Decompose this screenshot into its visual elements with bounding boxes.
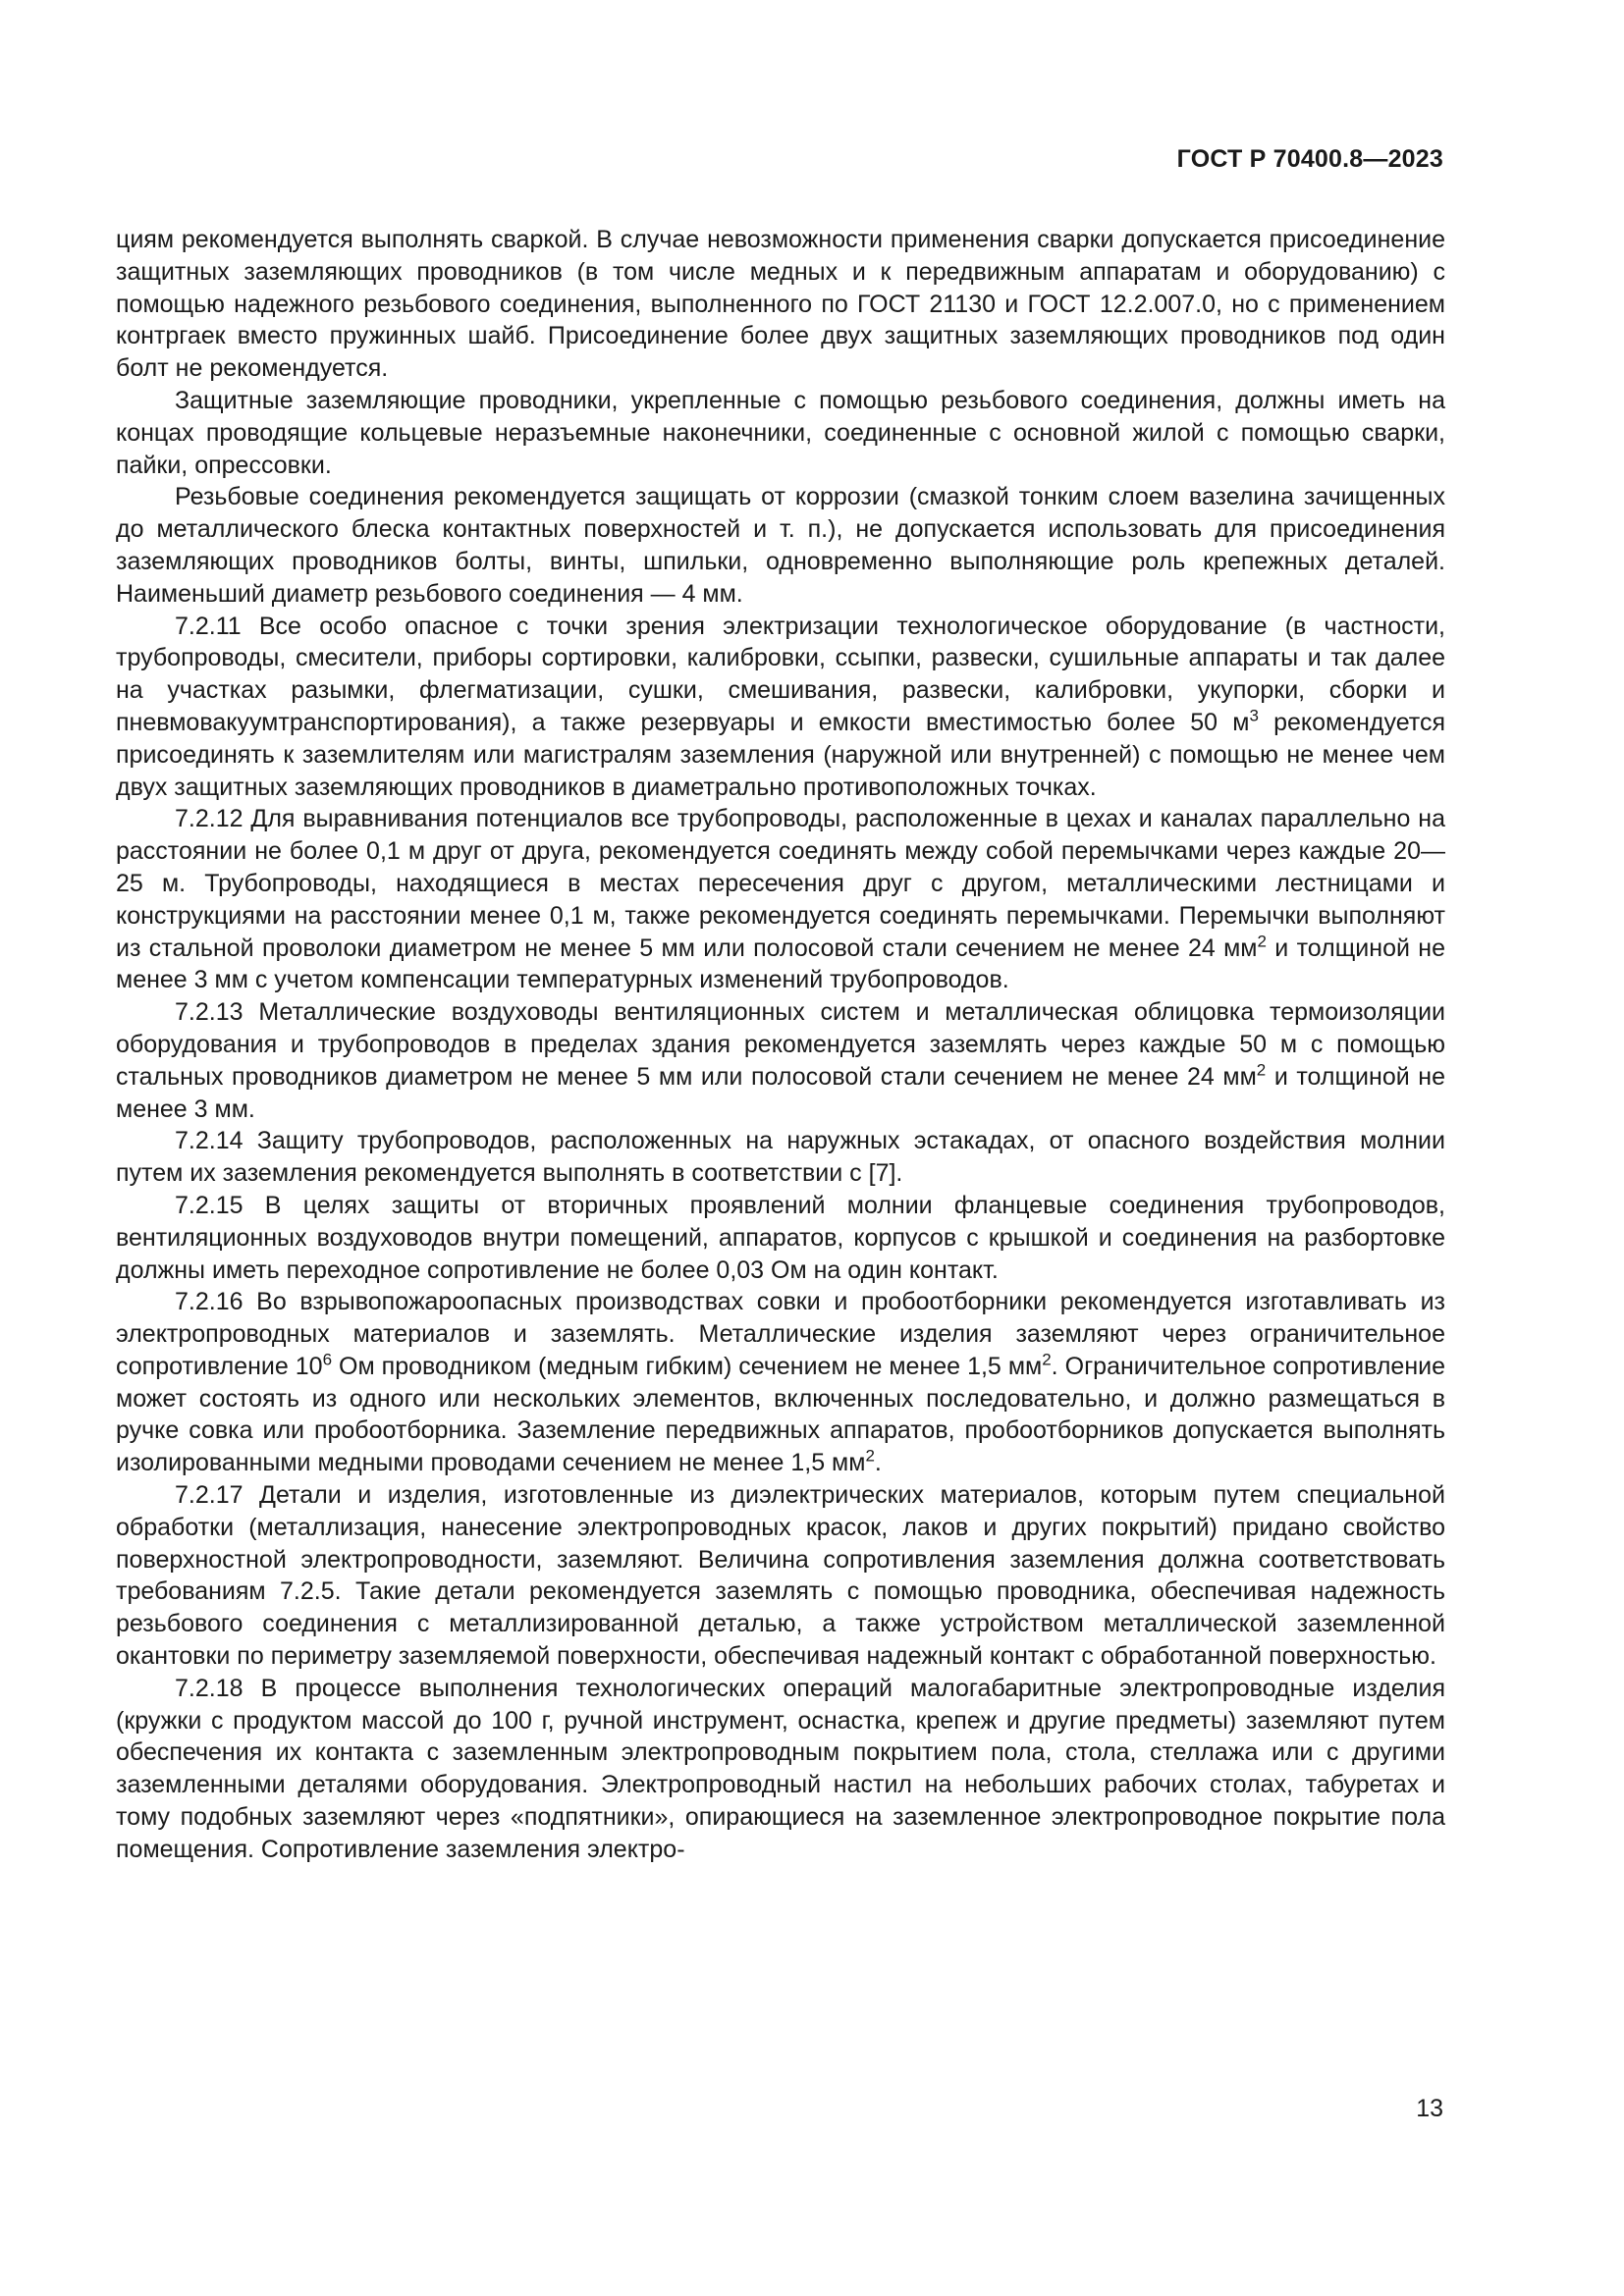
clause-7-2-12: 7.2.12 Для выравнивания потенциалов все трубопроводы, расположенные в цехах и каналах параллельно на расстоянии не более 0,1 м друг от друга, рекомендуется соединять между собой перемычками через каждые 20—25 м. Трубопроводы, находящиеся в местах пересечения друг с другом, металлическими лестницами и конструкциями на расстоянии менее 0,1 м, также рекомендуется соединять перемычками. Перемычки выполняют из стальной проволоки диаметром не менее 5 мм или полосовой стали сечением не менее 24 $мм^2$ и толщиной не менее 3 мм с учетом компенсации температурных изменений трубопроводов.: [116, 805, 1445, 994]
page-number: 13: [1416, 2095, 1443, 2122]
clause-7-2-16: 7.2.16 Во взрывопожароопасных производствах совки и пробоотборники рекомендуется изготавливать из электропроводных материалов и заземлять. Металлические изделия заземляют через ограничительное сопротивление $10^6$ Ом проводником (медным гибким) сечением не менее 1,5 $мм^2$. Ограничительное сопротивление может состоять из одного или нескольких элементов, включенных последовательно, и должно размещаться в ручке совка или пробоотборника. Заземление передвижных аппаратов, пробоотборников допускается выполнять изолированными медными проводами сечением не менее 1,5 $мм^2$.: [116, 1288, 1445, 1477]
clause-7-2-18: 7.2.18 В процессе выполнения технологических операций малогабаритные электропроводные изделия (кружки с продуктом массой до 100 г, ручной инструмент, оснастка, крепеж и другие предметы) заземляют путем обеспечения их контакта с заземленным электропроводным покрытием пола, стола, стеллажа или с другими заземленными деталями оборудования. Электропроводный настил на небольших рабочих столах, табуретах и тому подобных заземляют через «подпятники», опирающиеся на заземленное электропроводное покрытие пола помещения. Сопротивление заземления электро-: [116, 1674, 1445, 1863]
document-header: ГОСТ Р 70400.8—2023: [1176, 145, 1443, 173]
paragraph-protective-conductors: Защитные заземляющие проводники, укрепленные с помощью резьбового соединения, должны иметь на концах проводящие кольцевые неразъемные наконечники, соединенные с основной жилой с помощью сварки, пайки, опрессовки.: [116, 386, 1445, 479]
paragraph-continuation: циям рекомендуется выполнять сваркой. В случае невозможности применения сварки допускается присоединение защитных заземляющих проводников (в том числе медных и к передвижным аппаратам и оборудованию) с помощью надежного резьбового соединения, выполненного по ГОСТ 21130 и ГОСТ 12.2.007.0, но с применением контргаек вместо пружинных шайб. Присоединение более двух защитных заземляющих проводников под один болт не рекомендуется.: [116, 226, 1445, 383]
clause-7-2-14: 7.2.14 Защиту трубопроводов, расположенных на наружных эстакадах, от опасного воздействия молнии путем их заземления рекомендуется выполнять в соответствии с [7].: [116, 1127, 1445, 1188]
clause-7-2-13: 7.2.13 Металлические воздуховоды вентиляционных систем и металлическая облицовка термоизоляции оборудования и трубопроводов в пределах здания рекомендуется заземлять через каждые 50 м с помощью стальных проводников диаметром не менее 5 мм или полосовой стали сечением не менее 24 $мм^2$ и толщиной не менее 3 мм.: [116, 998, 1445, 1123]
clause-7-2-11: 7.2.11 Все особо опасное с точки зрения электризации технологическое оборудование (в частности, трубопроводы, смесители, приборы сортировки, калибровки, ссыпки, развески, сушильные аппараты и так далее на участках разымки, флегматизации, сушки, смешивания, развески, калибровки, укупорки, сборки и пневмовакуумтранспортирования), а также резервуары и емкости вместимостью более 50 $м^3$ рекомендуется присоединять к заземлителям или магистралям заземления (наружной или внутренней) с помощью не менее чем двух защитных заземляющих проводников в диаметрально противоположных точках.: [116, 612, 1445, 801]
clause-7-2-15: 7.2.15 В целях защиты от вторичных проявлений молнии фланцевые соединения трубопроводов, вентиляционных воздуховодов внутри помещений, аппаратов, корпусов с крышкой и соединения на разбортовке должны иметь переходное сопротивление не более 0,03 Ом на один контакт.: [116, 1191, 1445, 1284]
paragraph-threaded-connections: Резьбовые соединения рекомендуется защищать от коррозии (смазкой тонким слоем вазелина зачищенных до металлического блеска контактных поверхностей и т. п.), не допускается использовать для присоединения заземляющих проводников болты, винты, шпильки, одновременно выполняющие роль крепежных деталей. Наименьший диаметр резьбового соединения — 4 мм.: [116, 483, 1445, 608]
clause-7-2-17: 7.2.17 Детали и изделия, изготовленные из диэлектрических материалов, которым путем специальной обработки (металлизация, нанесение электропроводных красок, лаков и других покрытий) придано свойство поверхностной электропроводности, заземляют. Величина сопротивления заземления должна соответствовать требованиям 7.2.5. Такие детали рекомендуется заземлять с помощью проводника, обеспечивая надежность резьбового соединения с металлизированной деталью, а также устройством металлической заземленной окантовки по периметру заземляемой поверхности, обеспечивая надежный контакт с обработанной поверхностью.: [116, 1481, 1445, 1671]
document-body: [116, 224, 1445, 1866]
